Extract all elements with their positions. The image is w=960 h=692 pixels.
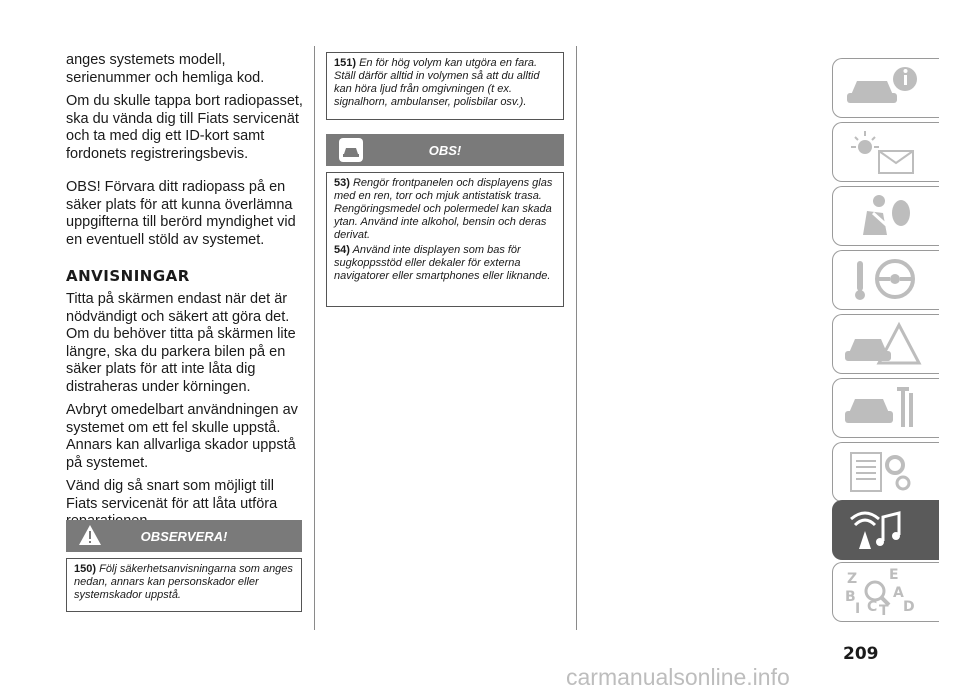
column-divider-1 [314,46,315,630]
car-info-icon [843,63,923,113]
column-1 [66,52,306,537]
warning-header [66,520,302,552]
tab-emergency[interactable] [832,314,939,374]
note-text-54: Använd inte displayen som bas för sugkoppsstöd eller dekaler för externa navigatorer eller smartphones eller liknande. [334,244,551,282]
car-maintenance-icon [843,383,923,433]
column-divider-2 [576,46,577,630]
alphabetical-index-icon [843,567,923,617]
multimedia-icon [843,505,923,555]
tab-multimedia[interactable] [832,500,939,560]
warning-lights-icon [843,127,923,177]
svg-text:Z: Z [847,571,858,587]
tab-car-info[interactable] [832,58,939,118]
note-number-151: 151) [334,57,357,69]
key-steering-wheel-icon [843,255,923,305]
volume-warning-box [326,52,564,120]
paragraph-model: anges systemets modell, serienummer och hemliga kod. [66,52,265,86]
tab-technical-data[interactable] [832,442,939,502]
airbag-seat-icon [843,191,923,241]
svg-text:E: E [889,567,899,583]
svg-text:T: T [879,603,889,617]
obs-box [326,172,564,307]
paragraph-obs-note: OBS! Förvara ditt radiopass på en säker plats för att kunna överlämna uppgifterna till berörd myndighet vid en eventuell stöld av systemet. [66,179,296,248]
tab-index[interactable] [832,562,939,622]
svg-text:A: A [893,585,904,601]
technical-data-icon [843,447,923,497]
note-number-150: 150) [74,563,97,575]
section-heading: ANVISNINGAR [66,267,190,285]
note-text-150: Följ säkerhetsanvisningarna som anges nedan, annars kan personskador eller systemskador uppstå. [74,563,293,601]
obs-header [326,134,564,166]
svg-text:C: C [867,599,878,615]
note-text-151: En för hög volym kan utgöra en fara. Ställ därför alltid in volymen så att du alltid kan höra ljud från omgivningen (t ex. signalhorn, ambulanser, polisbilar osv.). [334,57,540,108]
svg-text:I: I [855,601,861,617]
warning-box [66,558,302,612]
svg-text:B: B [845,589,856,605]
car-breakdown-icon [843,319,923,369]
watermark: carmanualsonline.info [566,664,790,690]
svg-text:D: D [903,599,915,615]
paragraph-screen: Titta på skärmen endast när det är nödvändigt och säkert att göra det. Om du behöver titta på skärmen lite längre, ska du parkera bilen på en säker plats för att inte låta dig distraheras under körningen. [66,291,296,395]
note-text-53: Rengör frontpanelen och displayens glas med en ren, torr och mjuk antistatisk trasa. Rengöringsmedel och polermedel kan skada ytan. Använd inte alkohol, bensin och deras derivat. [334,177,553,241]
page-number: 209 [843,644,879,664]
paragraph-lost-passport: Om du skulle tappa bort radiopasset, ska du vända dig till Fiats servicenät och ta med dig ett ID-kort samt fordonets registreringsbevis. [66,93,303,162]
warning-title: OBSERVERA! [140,529,228,544]
note-number-54: 54) [334,244,350,256]
note-number-53: 53) [334,177,350,189]
tab-warning-lights[interactable] [832,122,939,182]
tab-safety[interactable] [832,186,939,246]
paragraph-service: Vänd dig så snart som möjligt till Fiats servicenät för att låta utföra [66,478,278,512]
obs-title: OBS! [428,143,462,158]
tab-starting-driving[interactable] [832,250,939,310]
tab-maintenance[interactable] [832,378,939,438]
paragraph-abort: Avbryt omedelbart användningen av systemet om ett fel skulle uppstå. Annars kan allvarliga skador uppstå på systemet. [66,402,298,471]
